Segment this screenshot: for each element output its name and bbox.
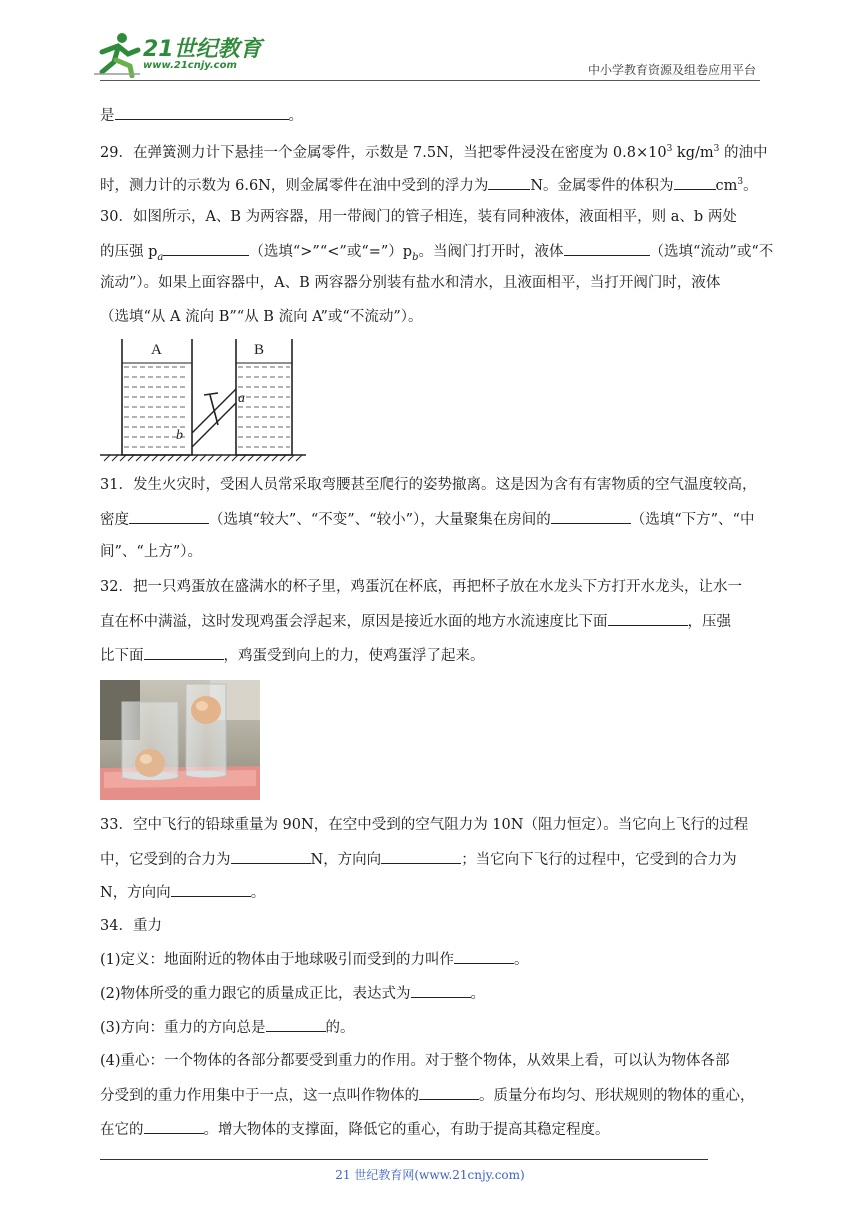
- q34-text: 。质量分布均匀、形状规则的物体的重心，: [479, 1088, 755, 1104]
- question-34-part-3: [100, 1016, 355, 1039]
- answer-blank[interactable]: [564, 240, 650, 256]
- question-31-line-2: [100, 508, 754, 531]
- connected-containers-figure: [100, 337, 310, 467]
- q31-text: 间”、“上方”）。: [100, 544, 202, 560]
- question-34-title: [100, 915, 162, 937]
- answer-blank[interactable]: [608, 610, 688, 626]
- q33-text: 33．空中飞行的铅球重量为 90N，在空中受到的空气阻力为 10N（阻力恒定）。当它向上飞行的过程: [100, 817, 749, 833]
- q34-text: (2)物体所受的重力跟它的质量成正比，表达式为: [100, 986, 411, 1002]
- q31-text: 31．发生火灾时，受困人员常采取弯腰甚至爬行的姿势撤离。这是因为含有有害物质的空气温度较高，: [100, 477, 757, 493]
- q30-text: 30．如图所示，A、B 为两容器，用一带阀门的管子相连，装有同种液体，液面相平，则 a、b 两处: [100, 209, 737, 225]
- q29-sup: 3: [737, 177, 744, 187]
- q30-text: （选填“从 A 流向 B”“从 B 流向 A”或“不流动”）。: [100, 309, 423, 325]
- q31-text: （选填“下方”、“中: [630, 512, 755, 528]
- q34-text: 分受到的重力作用集中于一点，这一点叫作物体的: [100, 1088, 419, 1104]
- container-a-label: A: [151, 342, 162, 358]
- q34-text: 。: [514, 952, 529, 968]
- q32-text: 32．把一只鸡蛋放在盛满水的杯子里，鸡蛋沉在杯底，再把杯子放在水龙头下方打开水龙头，让水一: [100, 579, 742, 595]
- container-b-label: B: [254, 342, 265, 358]
- question-32-line-2: [100, 610, 731, 633]
- question-29-line-1: [100, 138, 767, 164]
- page-header: [0, 0, 860, 84]
- q30-text: （选填“流动”或“不: [649, 244, 774, 260]
- q30-text: 流动”）。如果上面容器中，A、B 两容器分别装有盐水和清水，且液面相平，当打开阀门时，液体: [100, 275, 721, 291]
- question-28-tail: [100, 104, 303, 127]
- q33-text: N，方向向: [310, 852, 382, 868]
- q34-text: (4)重心：一个物体的各部分都要受到重力的作用。对于整个物体，从效果上看，可以认为物体各部: [100, 1053, 730, 1069]
- q30-text: 。当阀门打开时，液体: [418, 244, 564, 260]
- q34-text: 的。: [325, 1020, 355, 1036]
- answer-blank[interactable]: [381, 848, 461, 864]
- q34-text: 在它的: [100, 1122, 144, 1138]
- q32-text: ，压强: [687, 614, 731, 630]
- q30-sub: a: [157, 251, 164, 263]
- answer-blank[interactable]: [454, 948, 514, 964]
- point-b-label: b: [176, 428, 183, 443]
- question-31-line-3: [100, 541, 202, 563]
- answer-blank[interactable]: [115, 104, 289, 120]
- answer-blank[interactable]: [163, 240, 249, 256]
- question-33-line-1: [100, 814, 748, 836]
- q34-text: (3)方向：重力的方向总是: [100, 1020, 266, 1036]
- answer-blank[interactable]: [488, 174, 530, 190]
- q29-text: 时，测力计的示数为 6.6N，则金属零件在油中受到的浮力为: [100, 177, 489, 194]
- question-34-part-4-line-3: [100, 1118, 610, 1141]
- answer-blank[interactable]: [674, 174, 716, 190]
- header-divider: [100, 80, 760, 81]
- question-34-part-4-line-2: [100, 1084, 755, 1107]
- logo-wordmark: 21世纪教育: [143, 37, 262, 62]
- q29-sup: 3: [713, 144, 720, 154]
- q28-prefix: 是: [100, 108, 115, 124]
- q32-text: 比下面: [100, 648, 144, 664]
- q32-text: 直在杯中满溢，这时发现鸡蛋会浮起来，原因是接近水面的地方水流速度比下面: [100, 614, 608, 630]
- question-32-line-1: [100, 576, 742, 598]
- q31-text: （选填“较大”、“不变”、“较小”），大量聚集在房间的: [209, 512, 551, 528]
- answer-blank[interactable]: [411, 982, 471, 998]
- q33-text: 。: [250, 885, 266, 901]
- q29-text: 的油中: [719, 144, 768, 161]
- q30-sub: b: [412, 251, 419, 263]
- footer-link[interactable]: 21 世纪教育网(www.21cnjy.com): [335, 1168, 525, 1182]
- question-33-line-3: [100, 881, 265, 904]
- platform-caption: 中小学教育资源及组卷应用平台: [587, 63, 756, 77]
- question-34-part-2: [100, 982, 485, 1005]
- q29-sup: 3: [666, 144, 673, 154]
- q34-text: 。增大物体的支撑面，降低它的重心，有助于提高其稳定程度。: [203, 1122, 610, 1138]
- footer-divider: [100, 1159, 708, 1160]
- question-32-line-3: [100, 644, 485, 667]
- q29-unit: kg/m: [672, 144, 714, 161]
- answer-blank[interactable]: [144, 1118, 204, 1134]
- q29-unit: cm: [715, 177, 738, 194]
- q28-suffix: 。: [288, 108, 303, 124]
- answer-blank[interactable]: [171, 881, 251, 897]
- answer-blank[interactable]: [266, 1016, 326, 1032]
- answer-blank[interactable]: [551, 508, 631, 524]
- egg-in-water-photo: [100, 680, 260, 800]
- q33-text: ；当它向下飞行的过程中，它受到的合力为: [461, 852, 737, 868]
- answer-blank[interactable]: [144, 644, 224, 660]
- q29-text: 29．在弹簧测力计下悬挂一个金属零件，示数是 7.5N，当把零件浸没在密度为 0.8×10: [100, 144, 667, 161]
- question-30-line-1: [100, 206, 737, 228]
- answer-blank[interactable]: [231, 848, 311, 864]
- q33-text: N，方向向: [100, 885, 171, 901]
- q29-text: N。金属零件的体积为: [530, 177, 674, 194]
- q29-text: 。: [743, 177, 758, 194]
- q31-text: 密度: [100, 512, 129, 528]
- question-30-line-2: [100, 240, 773, 269]
- question-30-line-3: [100, 272, 720, 294]
- q33-text: 中，它受到的合力为: [100, 852, 231, 868]
- q34-text: (1)定义：地面附近的物体由于地球吸引而受到的力叫作: [100, 952, 455, 968]
- q30-text: 的压强 p: [100, 244, 158, 260]
- logo-url: www.21cnjy.com: [143, 60, 237, 71]
- answer-blank[interactable]: [419, 1084, 479, 1100]
- q30-text: （选填“>”“<”或“=”）p: [249, 244, 413, 260]
- q32-text: ，鸡蛋受到向上的力，使鸡蛋浮了起来。: [223, 648, 485, 664]
- answer-blank[interactable]: [129, 508, 209, 524]
- question-34-part-1: [100, 948, 529, 971]
- question-34-part-4-line-1: [100, 1050, 730, 1072]
- question-30-line-4: [100, 306, 423, 328]
- point-a-label: a: [238, 391, 245, 406]
- question-31-line-1: [100, 474, 756, 496]
- question-33-line-2: [100, 848, 737, 871]
- q34-text: 。: [470, 986, 486, 1002]
- question-29-line-2: [100, 171, 758, 197]
- q34-title: 34．重力: [100, 918, 162, 934]
